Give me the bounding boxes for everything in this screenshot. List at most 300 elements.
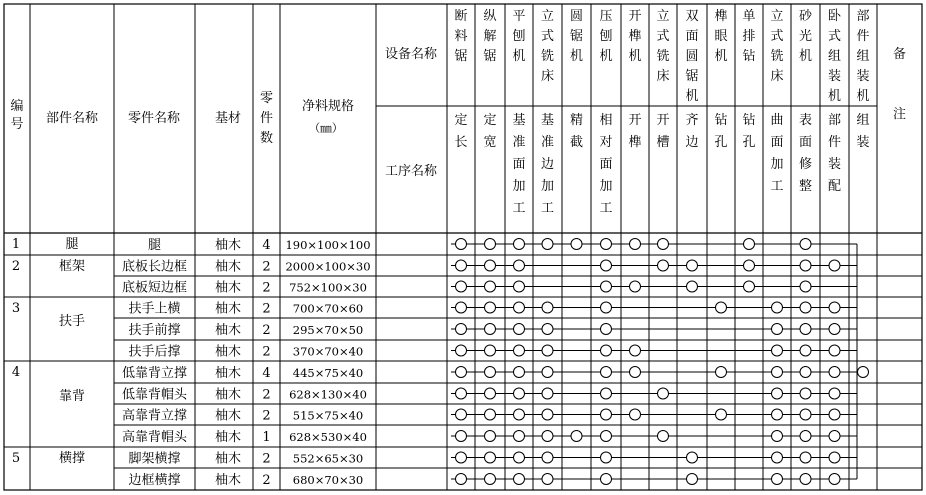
operation-mark: [542, 324, 553, 335]
group-number: 2: [11, 259, 21, 274]
operation-mark: [829, 474, 840, 485]
operation-mark: [716, 367, 727, 378]
machine-process-13-char: 面: [798, 135, 813, 150]
operation-mark: [800, 302, 811, 313]
row-spec: 295×70×50: [292, 323, 364, 337]
machine-process-6-char: 对: [599, 135, 613, 150]
operation-mark: [800, 367, 811, 378]
row-spec: 190×100×100: [285, 238, 371, 252]
operation-mark: [514, 409, 525, 420]
machine-equipment-1-char: 断: [454, 9, 468, 24]
machine-process-4: [541, 113, 554, 216]
row-material: 柚木: [214, 259, 242, 275]
operation-mark: [514, 452, 525, 463]
machine-process-4-char: 工: [540, 201, 555, 216]
operation-mark: [456, 388, 467, 399]
row-spec: 552×65×30: [292, 451, 364, 466]
row-qty: 2: [262, 344, 271, 360]
operation-mark: [630, 239, 641, 250]
operation-mark: [514, 302, 525, 313]
machine-equipment-1-char: 料: [454, 29, 468, 44]
operation-mark: [542, 431, 553, 442]
group-part-name: 腿: [65, 237, 79, 252]
operation-mark: [542, 388, 553, 399]
machine-equipment-12-char: 式: [770, 29, 784, 44]
machine-process-13-char: 表: [798, 113, 813, 128]
machine-equipment-6-char: 机: [599, 49, 613, 64]
machine-process-3-char: 准: [512, 135, 526, 150]
header-remark-text-char: 注: [892, 107, 907, 122]
operation-mark: [716, 302, 727, 313]
header-no-2: 号: [10, 117, 24, 132]
operation-mark: [542, 302, 553, 313]
machine-process-6: [599, 112, 612, 216]
operation-mark: [829, 302, 840, 313]
machine-process-3: [512, 113, 525, 216]
row-material: 柚木: [214, 408, 242, 424]
row-spec: 628×130×40: [289, 387, 367, 402]
machine-process-9-char: 齐: [685, 113, 699, 128]
machine-equipment-8-char: 床: [656, 69, 670, 84]
row-qty: 4: [262, 366, 271, 381]
header-qty-text-char: 件: [259, 111, 274, 126]
operation-mark: [514, 281, 525, 292]
operation-mark: [858, 367, 869, 378]
row-material: 柚木: [214, 430, 242, 445]
machine-equipment-14-char: 装: [827, 69, 842, 84]
row-qty: 4: [262, 238, 271, 253]
machine-equipment-10-char: 机: [714, 49, 728, 64]
machine-process-12-char: 曲: [770, 113, 784, 128]
machine-equipment-13-char: 机: [798, 49, 813, 64]
machine-process-10: [714, 112, 727, 150]
operation-mark: [456, 345, 467, 356]
operation-mark: [601, 409, 612, 420]
machine-process-6-char: 工: [599, 201, 613, 216]
operation-mark: [571, 431, 582, 442]
operation-mark: [829, 367, 840, 378]
group-part-name: 扶手: [58, 314, 86, 329]
machine-process-1-char: 长: [454, 135, 468, 150]
machine-equipment-4-char: 铣: [540, 49, 555, 64]
machine-process-6-char: 面: [599, 157, 613, 172]
header-spec: 净料规格: [301, 99, 355, 114]
operation-mark: [456, 452, 467, 463]
operation-mark: [514, 324, 525, 335]
operation-mark: [514, 367, 525, 378]
operation-mark: [485, 452, 496, 463]
row-component: 底板短边框: [121, 280, 188, 296]
row-spec: 445×75×40: [292, 366, 364, 380]
operation-mark: [601, 345, 612, 356]
operation-mark: [601, 367, 612, 378]
machine-equipment-8: [656, 9, 669, 84]
machine-equipment-9: [685, 9, 698, 104]
operation-mark: [772, 409, 783, 420]
machine-equipment-7-char: 机: [628, 49, 642, 64]
machine-process-7-char: 榫: [628, 135, 642, 150]
operation-mark: [601, 452, 612, 463]
row-qty: 2: [262, 301, 271, 317]
machine-process-1: [454, 113, 467, 150]
table-body: [12, 237, 371, 488]
operation-mark: [772, 388, 783, 399]
machine-equipment-15-char: 机: [856, 89, 870, 104]
machine-equipment-14-char: 组: [827, 49, 842, 64]
machine-equipment-6-char: 压: [599, 9, 613, 24]
machine-equipment-14-char: 机: [827, 89, 842, 104]
row-material: 柚木: [214, 323, 242, 338]
machine-equipment-7-char: 开: [628, 9, 642, 24]
row-spec: 515×75×40: [292, 408, 364, 423]
row-material: 柚木: [214, 280, 242, 296]
operation-mark: [542, 409, 553, 420]
machine-process-13: [799, 113, 812, 194]
machine-equipment-12: [770, 9, 783, 84]
operation-mark: [485, 431, 496, 442]
header-qty: [260, 91, 273, 146]
machine-equipment-5-char: 圆: [569, 9, 584, 24]
operation-mark: [485, 367, 496, 378]
operation-mark: [485, 281, 496, 292]
machine-equipment-6-char: 刨: [599, 29, 613, 44]
operation-mark: [829, 388, 840, 399]
row-material: 柚木: [214, 301, 242, 317]
operation-mark: [542, 367, 553, 378]
operation-mark: [456, 281, 467, 292]
machine-process-9-char: 边: [685, 135, 699, 150]
operation-mark: [514, 239, 525, 250]
operation-mark: [514, 388, 525, 399]
group-number: 5: [11, 451, 21, 466]
row-qty: 2: [262, 473, 271, 488]
machine-process-4-char: 加: [540, 179, 555, 194]
machine-process-3-char: 面: [512, 157, 526, 172]
row-component: 低靠背立撑: [121, 366, 188, 381]
operation-mark: [601, 281, 612, 292]
machine-equipment-13: [799, 8, 813, 64]
machine-equipment-15-char: 组: [856, 49, 870, 64]
header-remark-text-char: 备: [892, 47, 907, 62]
machine-equipment-11-char: 单: [742, 9, 756, 24]
row-qty: 2: [262, 408, 271, 424]
header-qty-text: [260, 91, 273, 146]
operation-mark: [485, 409, 496, 420]
machine-process-7-char: 开: [628, 113, 642, 128]
machine-equipment-12-char: 立: [770, 9, 784, 24]
machine-equipment-11: [742, 9, 755, 64]
operation-mark: [772, 367, 783, 378]
operation-mark: [716, 409, 727, 420]
machine-equipment-10-char: 眼: [714, 29, 728, 44]
machine-process-13-char: 整: [798, 179, 813, 194]
operation-mark: [658, 239, 669, 250]
machine-equipment-12-char: 床: [770, 69, 784, 84]
machine-equipment-8-char: 立: [656, 9, 670, 24]
machine-equipment-4-char: 床: [540, 69, 555, 84]
machine-equipment-2-char: 解: [483, 29, 497, 44]
machine-process-2-char: 定: [483, 113, 497, 128]
operation-mark: [630, 345, 641, 356]
machine-equipment-13-char: 光: [798, 29, 813, 44]
operation-mark: [772, 302, 783, 313]
machine-headers: [454, 8, 869, 216]
row-component: 高靠背帽头: [121, 430, 188, 445]
row-qty: 1: [262, 430, 271, 445]
machine-equipment-1-char: 锯: [454, 49, 468, 64]
machine-process-12-char: 加: [770, 157, 784, 172]
operation-mark: [772, 474, 783, 485]
machine-equipment-3-char: 机: [512, 49, 526, 64]
operation-mark: [601, 388, 612, 399]
machine-equipment-7: [628, 9, 641, 64]
machine-process-10-char: 孔: [714, 135, 728, 150]
operation-mark: [829, 260, 840, 271]
machine-equipment-11-char: 钻: [742, 49, 756, 64]
machine-process-15: [856, 113, 869, 150]
machine-process-4-char: 准: [540, 135, 555, 150]
machine-process-10-char: 钻: [714, 113, 728, 128]
header-process-label: 工序名称: [384, 164, 438, 179]
machine-process-13-char: 修: [798, 157, 813, 172]
operation-mark: [485, 260, 496, 271]
operation-mark: [630, 409, 641, 420]
operation-mark: [485, 388, 496, 399]
machine-equipment-6: [599, 9, 612, 64]
operation-mark: [772, 345, 783, 356]
operation-mark: [456, 367, 467, 378]
operation-mark: [601, 324, 612, 335]
machine-equipment-2-char: 锯: [483, 49, 497, 64]
machine-equipment-10-char: 榫: [714, 9, 728, 24]
operation-mark: [800, 281, 811, 292]
operation-mark: [514, 260, 525, 271]
row-spec: 628×530×40: [289, 430, 367, 444]
machine-process-2-char: 宽: [483, 135, 497, 150]
machine-equipment-7-char: 榫: [628, 29, 642, 44]
machine-equipment-11-char: 排: [742, 29, 756, 44]
machine-equipment-8-char: 式: [656, 29, 670, 44]
operation-mark: [687, 281, 698, 292]
machine-equipment-15-char: 件: [856, 29, 870, 44]
machine-equipment-1: [454, 8, 467, 64]
row-qty: 2: [262, 323, 271, 338]
group-part-name: 框架: [58, 259, 86, 274]
header-remark-text: [893, 47, 906, 122]
operation-mark: [829, 324, 840, 335]
machine-process-1-char: 定: [454, 113, 468, 128]
machine-process-5-char: 截: [569, 135, 584, 150]
header-component: 零件名称: [127, 111, 181, 126]
operation-mark: [485, 302, 496, 313]
machine-equipment-5-char: 机: [569, 49, 584, 64]
machine-equipment-15-char: 装: [856, 69, 870, 84]
table-header: [10, 8, 906, 216]
row-spec: 680×70×30: [292, 473, 364, 487]
operation-mark: [800, 452, 811, 463]
machine-process-8-char: 槽: [656, 135, 670, 150]
row-component: 扶手后撑: [128, 344, 181, 360]
machine-equipment-5-char: 锯: [569, 29, 584, 44]
machine-equipment-10: [714, 8, 727, 64]
machine-equipment-15: [856, 9, 869, 104]
machine-equipment-3: [512, 9, 525, 64]
machine-process-14-char: 装: [827, 157, 842, 172]
row-component: 低靠背帽头: [121, 387, 188, 403]
machine-equipment-8-char: 铣: [656, 49, 670, 64]
row-component: 底板长边框: [121, 259, 188, 275]
header-part: 部件名称: [45, 111, 99, 126]
machine-process-15-char: 装: [856, 135, 870, 150]
machine-process-6-char: 加: [599, 179, 613, 194]
machine-process-11-char: 孔: [742, 135, 756, 150]
operation-mark: [829, 431, 840, 442]
row-component: 腿: [147, 238, 162, 253]
operation-mark: [772, 324, 783, 335]
row-material: 柚木: [214, 344, 242, 360]
operation-mark: [485, 239, 496, 250]
group-part-name: 横撑: [58, 451, 86, 466]
machine-equipment-12-char: 铣: [770, 49, 784, 64]
operation-mark: [658, 388, 669, 399]
machine-equipment-3-char: 平: [512, 9, 526, 24]
operation-mark: [485, 474, 496, 485]
operation-mark: [829, 409, 840, 420]
operation-mark: [687, 474, 698, 485]
machine-process-6-char: 相: [599, 113, 613, 128]
machine-equipment-3-char: 刨: [512, 29, 526, 44]
row-component: 扶手前撑: [128, 323, 181, 338]
machine-process-5: [570, 112, 583, 150]
machine-equipment-14-char: 卧: [827, 9, 842, 24]
row-material: 柚木: [214, 473, 242, 488]
operation-mark: [800, 388, 811, 399]
machine-equipment-4-char: 式: [540, 29, 555, 44]
operation-mark: [800, 324, 811, 335]
machine-equipment-9-char: 双: [685, 9, 699, 24]
operation-mark: [772, 452, 783, 463]
header-no-1: 编: [10, 99, 24, 114]
header-remark: [893, 47, 906, 122]
operation-mark: [800, 431, 811, 442]
operation-mark: [829, 345, 840, 356]
machine-equipment-4: [541, 9, 554, 84]
row-component: 高靠背立撑: [121, 408, 188, 424]
operation-mark: [542, 474, 553, 485]
machine-process-2: [483, 113, 496, 150]
operation-mark: [658, 260, 669, 271]
row-material: 柚木: [214, 387, 242, 403]
machine-process-12-char: 面: [770, 135, 784, 150]
operation-mark: [744, 281, 755, 292]
group-part-name: 靠背: [58, 389, 86, 404]
operation-mark: [456, 409, 467, 420]
operation-mark: [571, 239, 582, 250]
header-qty-text-char: 数: [259, 131, 274, 146]
machine-process-14-char: 件: [827, 135, 842, 150]
operation-mark: [800, 260, 811, 271]
machine-process-3-char: 基: [512, 113, 526, 128]
machine-equipment-14: [828, 8, 842, 104]
machine-process-4-char: 基: [540, 113, 555, 128]
machine-process-9: [685, 113, 698, 150]
operation-mark: [514, 345, 525, 356]
machine-process-12-char: 工: [770, 179, 784, 194]
machine-equipment-14-char: 式: [827, 29, 842, 44]
machine-process-12: [770, 113, 783, 194]
operation-mark: [514, 474, 525, 485]
operation-mark: [658, 431, 669, 442]
machine-process-3-char: 加: [512, 179, 526, 194]
machine-process-14: [828, 113, 841, 194]
row-material: 柚木: [214, 366, 242, 381]
row-material: 柚木: [214, 451, 242, 467]
operation-mark: [542, 239, 553, 250]
group-number: 4: [11, 365, 21, 380]
operation-mark: [456, 302, 467, 313]
machine-equipment-9-char: 锯: [685, 69, 699, 84]
machine-equipment-2-char: 纵: [483, 9, 497, 24]
machine-process-11-char: 钻: [742, 113, 756, 128]
machine-equipment-5: [570, 9, 583, 64]
operation-mark: [485, 324, 496, 335]
operation-mark: [485, 345, 496, 356]
machine-process-14-char: 配: [827, 179, 842, 194]
operation-mark: [744, 260, 755, 271]
header-spec-unit: （㎜）: [308, 121, 344, 135]
row-spec: 370×70×40: [292, 344, 364, 359]
operation-mark: [772, 431, 783, 442]
row-qty: 2: [262, 259, 271, 275]
operation-mark: [514, 431, 525, 442]
operation-mark: [601, 239, 612, 250]
row-spec: 700×70×60: [292, 301, 364, 316]
operation-mark: [456, 239, 467, 250]
machine-equipment-4-char: 立: [540, 9, 555, 24]
operation-mark: [542, 452, 553, 463]
row-material: 柚木: [214, 238, 242, 253]
header-equipment-label: 设备名称: [384, 47, 438, 62]
operation-mark: [456, 474, 467, 485]
header-qty-text-char: 零: [259, 91, 274, 106]
machine-process-4-char: 边: [540, 157, 555, 172]
row-qty: 2: [262, 451, 271, 467]
operation-mark: [601, 431, 612, 442]
row-component: 扶手上横: [128, 301, 181, 317]
machine-process-15-char: 组: [856, 113, 870, 128]
machine-process-8-char: 开: [656, 113, 670, 128]
row-spec: 2000×100×30: [285, 259, 371, 274]
operation-mark: [630, 281, 641, 292]
machine-equipment-9-char: 圆: [685, 49, 699, 64]
machine-process-8: [656, 113, 669, 150]
header-material: 基材: [214, 111, 242, 126]
operation-mark: [601, 302, 612, 313]
machine-process-14-char: 部: [827, 113, 842, 128]
group-number: 3: [11, 301, 21, 316]
machine-equipment-9-char: 机: [685, 89, 699, 104]
operation-mark: [800, 474, 811, 485]
row-qty: 2: [262, 387, 271, 403]
machine-process-3-char: 工: [512, 201, 526, 216]
operation-mark: [456, 260, 467, 271]
operation-mark: [800, 345, 811, 356]
operation-mark: [456, 431, 467, 442]
machine-process-11: [742, 112, 755, 150]
row-qty: 2: [262, 280, 271, 296]
operation-mark: [542, 345, 553, 356]
machine-process-7: [628, 113, 641, 150]
